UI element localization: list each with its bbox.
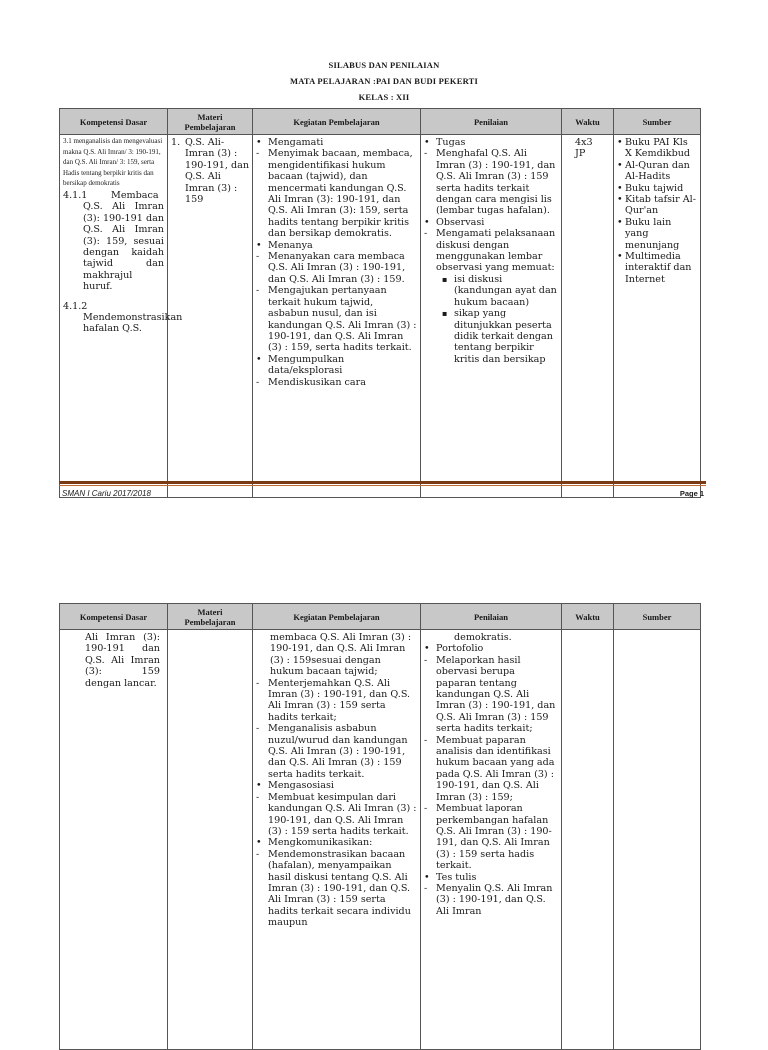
bullet-marker bbox=[617, 183, 625, 194]
list-item bbox=[256, 240, 417, 251]
table-header-row bbox=[60, 109, 701, 135]
header-kegiatan-pembelajaran: Kegiatan Pembelajaran bbox=[253, 604, 421, 630]
kd-3-1-line: bersikap demokratis bbox=[63, 179, 120, 188]
list-item bbox=[424, 632, 558, 643]
bullet-marker bbox=[256, 780, 268, 791]
list-item-text: Menghafal Q.S. Ali Imran (3) : 190-191, dan Q.S. Ali Imran (3) : 159 serta hadits terkait dengan cara mengisi lis (lembar tugas hafalan). bbox=[436, 148, 556, 217]
header-waktu: Waktu bbox=[562, 604, 614, 630]
kd-3-1-line: Hadis tentang berpikir kritis dan bbox=[63, 168, 154, 177]
list-item-text: membaca Q.S. Ali Imran (3) : 190-191, dan Q.S. Ali Imran (3) : 159sesuai dengan hukum bacaan tajwid; bbox=[270, 632, 412, 678]
sumber-text: Buku lain yang menunjang bbox=[625, 216, 680, 251]
kegiatan-cell bbox=[253, 630, 421, 1050]
list-item bbox=[424, 308, 558, 365]
bullet-marker bbox=[256, 632, 270, 678]
list-item-text: Mengasosiasi bbox=[268, 780, 334, 792]
kd-number: 4.1.1 bbox=[63, 189, 88, 201]
sumber-item bbox=[617, 194, 697, 217]
list-item bbox=[256, 678, 417, 724]
list-item bbox=[256, 251, 417, 285]
list-item bbox=[256, 723, 417, 780]
materi-cell bbox=[168, 630, 253, 1050]
list-item bbox=[424, 228, 558, 274]
dash-marker bbox=[424, 148, 436, 216]
kompetensi-dasar-cell bbox=[60, 135, 183, 498]
bullet-marker bbox=[442, 308, 454, 365]
kd-continued-text: Ali Imran (3): 190-191 dan Q.S. Ali Imran (3): 159 dengan lancar. bbox=[85, 632, 160, 689]
document-title: SILABUS DAN PENILAIAN bbox=[328, 60, 440, 70]
bullet-marker bbox=[256, 137, 268, 148]
kd-number: 4.1.2 bbox=[63, 300, 88, 312]
list-item-text: Membuat laporan perkembangan hafalan Q.S. Ali Imran (3) : 190-191, dan Q.S. Ali Imran (3) : 159 serta hadis terkait. bbox=[436, 803, 552, 872]
list-item-text: Tes tulis bbox=[436, 871, 477, 883]
list-item bbox=[424, 883, 558, 917]
header-penilaian: Penilaian bbox=[421, 109, 562, 135]
sumber-text: Buku tajwid bbox=[625, 182, 684, 194]
list-item-text: Mengajukan pertanyaan terkait hukum tajwid, asbabun nusul, dan isi kandungan Q.S. Ali Imran (3) : 190-191, dan Q.S. Ali Imran (3) : 159, serta hadits terkait. bbox=[268, 285, 417, 354]
sumber-text: Multimedia interaktif dan Internet bbox=[625, 251, 692, 285]
list-item bbox=[424, 655, 558, 735]
sumber-text: Al-Quran dan Al-Hadits bbox=[625, 159, 690, 183]
penilaian-cell bbox=[421, 630, 562, 1050]
footer-school-year: SMAN I Cariu 2017/2018 bbox=[62, 489, 151, 498]
footer-divider bbox=[59, 481, 706, 484]
dash-marker bbox=[256, 377, 268, 388]
list-item-text: Observasi bbox=[436, 216, 485, 228]
header-sumber: Sumber bbox=[614, 109, 701, 135]
table-row bbox=[60, 630, 701, 1050]
kd-3-1-line: dan Q.S. Ali Imran/ 3: 159, serta bbox=[63, 158, 155, 167]
list-item bbox=[256, 354, 417, 377]
header-kompetensi-dasar: Kompetensi Dasar bbox=[60, 109, 168, 135]
kd-3-1-text bbox=[63, 137, 164, 188]
sumber-item bbox=[617, 183, 697, 194]
footer-divider-accent bbox=[59, 485, 706, 486]
list-item-text: Mengumpulkan data/eksplorasi bbox=[268, 353, 345, 377]
dash-marker bbox=[256, 723, 268, 780]
sumber-item bbox=[617, 251, 697, 285]
bullet-marker bbox=[617, 137, 625, 160]
list-item bbox=[256, 849, 417, 929]
dash-marker bbox=[256, 849, 268, 929]
class-title: KELAS : XII bbox=[358, 92, 410, 102]
list-item-text: Menanya bbox=[268, 239, 313, 251]
list-item-text: Mengamati pelaksanaan diskusi dengan menggunakan lembar observasi yang memuat: bbox=[436, 228, 556, 274]
list-item bbox=[424, 137, 558, 148]
list-item bbox=[256, 377, 417, 388]
header-waktu: Waktu bbox=[562, 109, 614, 135]
dash-marker bbox=[256, 251, 268, 285]
list-item-text: Melaporkan hasil obervasi berupa paparan tentang kandungan Q.S. Ali Imran (3) : 190-191, dan Q.S. Ali Imran (3) : 159 serta hadits terkait; bbox=[436, 654, 556, 735]
waktu-cell bbox=[562, 630, 614, 1050]
header-penilaian: Penilaian bbox=[421, 604, 562, 630]
syllabus-table-page-1 bbox=[59, 108, 701, 498]
dash-marker bbox=[424, 228, 436, 274]
bullet-marker bbox=[442, 274, 454, 308]
list-item-text: Mendiskusikan cara bbox=[268, 376, 366, 388]
bullet-marker bbox=[256, 354, 268, 377]
list-item-text: Menterjemahkan Q.S. Ali Imran (3) : 190-191, dan Q.S. Ali Imran (3) : 159 serta hadits terkait; bbox=[268, 677, 411, 723]
penilaian-cell bbox=[421, 135, 562, 498]
list-item-text: Membuat paparan analisis dan identifikasi hukum bacaan yang ada pada Q.S. Ali Imran (3) : 190-191, dan Q.S. Ali Imran (3) : 159; bbox=[436, 734, 555, 803]
header-sumber: Sumber bbox=[614, 604, 701, 630]
materi-item bbox=[171, 137, 249, 205]
dash-marker bbox=[424, 883, 436, 917]
header-kompetensi-dasar: Kompetensi Dasar bbox=[60, 604, 168, 630]
bullet-marker bbox=[424, 872, 436, 883]
dash-marker bbox=[256, 678, 268, 724]
list-item bbox=[424, 643, 558, 654]
syllabus-table-page-2 bbox=[59, 603, 701, 1050]
list-item-text: Menanyakan cara membaca Q.S. Ali Imran (3) : 190-191, dan Q.S. Ali Imran (3) : 159. bbox=[268, 251, 406, 285]
sumber-text: Kitab tafsir Al-Qur'an bbox=[625, 194, 696, 217]
list-item bbox=[424, 872, 558, 883]
bullet-marker bbox=[617, 194, 625, 217]
waktu-cell bbox=[562, 135, 614, 498]
sumber-item bbox=[617, 160, 697, 183]
kd-4-1-2 bbox=[63, 301, 164, 312]
list-item-text: Portofolio bbox=[436, 643, 484, 655]
kd-4-1-1-text: Membaca Q.S. Ali Imran (3): 190-191 dan Q.S. Ali Imran (3): 159, sesuai dengan kaidah tajwid dan makhrajul huruf. bbox=[83, 189, 164, 293]
table-row bbox=[60, 135, 701, 498]
list-item bbox=[256, 837, 417, 848]
bullet-marker bbox=[617, 251, 625, 285]
sumber-item bbox=[617, 217, 697, 251]
list-item-text: Menyimak bacaan, membaca, mengidentifikasi hukum bacaan (tajwid), dan mencermati kandungan Q.S. Ali Imran (3): 190-191, dan Q.S. Ali Imran (3): 159, serta hadits tentang berpikir kritis dan bersikap demokratis. bbox=[268, 148, 413, 240]
list-item-text: Menganalisis asbabun nuzul/wurud dan kandungan Q.S. Ali Imran (3) : 190-191, dan Q.S. Ali Imran (3) : 159 serta hadits terkait. bbox=[268, 723, 408, 780]
subject-title: MATA PELAJARAN :PAI DAN BUDI PEKERTI bbox=[289, 76, 478, 86]
list-item bbox=[424, 148, 558, 216]
list-item bbox=[256, 285, 417, 353]
list-item-text: Membuat kesimpulan dari kandungan Q.S. Ali Imran (3) : 190-191, dan Q.S. Ali Imran (3) : 159 serta hadits terkait. bbox=[268, 791, 417, 837]
header-kegiatan-pembelajaran: Kegiatan Pembelajaran bbox=[253, 109, 421, 135]
list-item bbox=[424, 217, 558, 228]
sumber-text: Buku PAI Kls X Kemdikbud bbox=[625, 137, 691, 160]
dash-marker bbox=[256, 792, 268, 838]
bullet-marker bbox=[424, 137, 436, 148]
bullet-marker bbox=[617, 160, 625, 183]
list-item bbox=[424, 803, 558, 871]
list-item bbox=[256, 632, 417, 678]
page-number: Page 1 bbox=[679, 489, 704, 498]
kd-3-1-line: makna Q.S. Ali Imran/ 3: 190-191, bbox=[63, 147, 161, 156]
dash-marker bbox=[256, 285, 268, 353]
sumber-cell bbox=[614, 135, 701, 498]
sumber-cell bbox=[614, 630, 701, 1050]
waktu-text: 4x3 JP bbox=[575, 137, 593, 160]
table-header-row bbox=[60, 604, 701, 630]
bullet-marker bbox=[424, 632, 454, 643]
dash-marker bbox=[424, 803, 436, 871]
list-item-text: sikap yang ditunjukkan peserta didik terkait dengan tentang berpikir kritis dan bersikap bbox=[454, 308, 553, 365]
list-item-text: Mengamati bbox=[268, 137, 324, 148]
list-item-text: Tugas bbox=[436, 137, 466, 148]
list-item bbox=[256, 148, 417, 239]
list-item-text: demokratis. bbox=[454, 632, 512, 643]
dash-marker bbox=[256, 148, 268, 239]
list-item bbox=[256, 137, 417, 148]
header-materi-pembelajaran: Materi Pembelajaran bbox=[168, 109, 253, 135]
header-materi-pembelajaran: Materi Pembelajaran bbox=[168, 604, 253, 630]
bullet-marker bbox=[424, 217, 436, 228]
sumber-item bbox=[617, 137, 697, 160]
list-item bbox=[424, 735, 558, 803]
list-item-text: Mengkomunikasikan: bbox=[268, 837, 373, 849]
kd-3-1-line: 3.1 menganalisis dan mengevaluasi bbox=[63, 137, 163, 145]
bullet-marker bbox=[256, 240, 268, 251]
list-item-text: isi diskusi (kandungan ayat dan hukum bacaan) bbox=[454, 273, 557, 308]
list-item bbox=[424, 274, 558, 308]
kompetensi-dasar-cell bbox=[60, 630, 168, 1050]
dash-marker bbox=[424, 655, 436, 735]
materi-text: Q.S. Ali-Imran (3) : 190-191, dan Q.S. Ali Imran (3) : 159 bbox=[185, 137, 250, 206]
bullet-marker bbox=[256, 837, 268, 848]
kegiatan-cell bbox=[253, 135, 421, 498]
list-item bbox=[256, 780, 417, 791]
list-item-text: Mendemonstrasikan bacaan (hafalan), menyampaikan hasil diskusi tentang Q.S. Ali Imran (3) : 190-191, dan Q.S. Ali Imran (3) : 159 serta hadits terkait secara individu maupun bbox=[268, 848, 411, 929]
bullet-marker bbox=[424, 643, 436, 654]
bullet-marker bbox=[617, 217, 625, 251]
materi-number: 1. bbox=[171, 137, 181, 148]
dash-marker bbox=[424, 735, 436, 803]
list-item-text: Menyalin Q.S. Ali Imran (3) : 190-191, dan Q.S. Ali Imran bbox=[436, 882, 553, 917]
list-item bbox=[256, 792, 417, 838]
kd-4-1-2-text: Mendemonstrasikan hafalan Q.S. bbox=[83, 312, 183, 335]
